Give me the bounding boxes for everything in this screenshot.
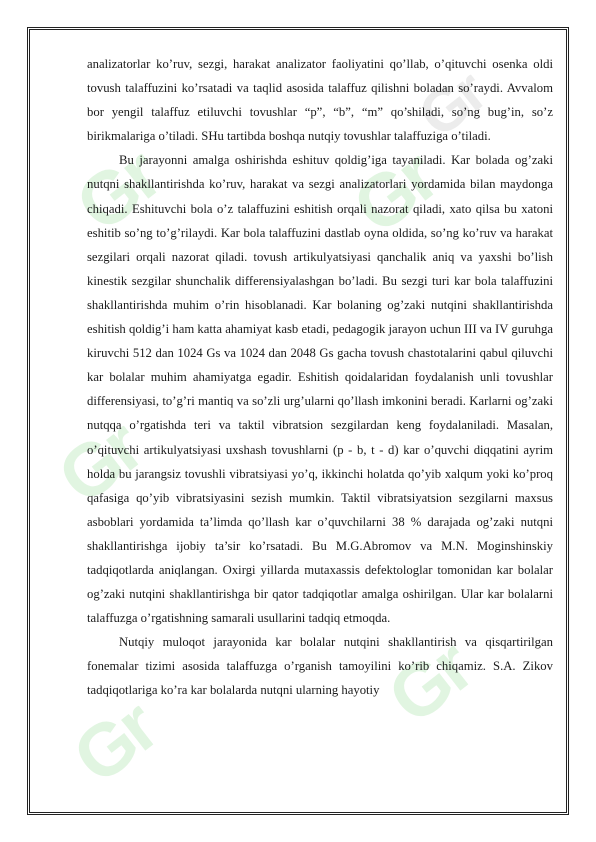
watermark-logo: Gr bbox=[405, 59, 497, 150]
watermark-logo: Gr bbox=[372, 625, 486, 740]
watermark-logo: Gr bbox=[42, 405, 156, 520]
document-body bbox=[87, 52, 553, 703]
paragraph: analizatorlar ko’ruv, sezgi, harakat analizator faoliyatini qo’llab, o’qituvchi osenka oldi tovush talaffuzini ko’rsatadi va taqlid asosida talaffuz qilishni boladan so’raydi. Avvalom bor yengil talaffuz etiluvchi tovushlar “p”, “b”, “m” qo’shiladi, so’ng bug’in, so’z birikmalariga o’tiladi. SHu tartibda boshqa nutqiy tovushlar talaffuziga o’tiladi. bbox=[87, 57, 553, 144]
watermark-logo: Gr bbox=[57, 685, 171, 800]
watermark-logo: Gr bbox=[337, 135, 451, 250]
paragraph: Bu jarayonni amalga oshirishda eshituv qoldig’iga tayaniladi. Kar bolada og’zaki nutqni shakllantirishda ko’ruv, harakat va sezgi analizatorlari yordamida bilan maydonga chiqadi. Eshituvchi bola o’z talaffuzini eshitish orqali nazorat qiladi, xato qilsa bu xatoni eshitib so’ng to’g’rilaydi. Kar bola talaffuzini dastlab oyna oldida, so’ng ko’ruv va harakat sezgilari orqali nazorat qiladi. tovush artikulyatsiyasi qanchalik aniq va yaxshi bo’lish kinestik sezgilar shunchalik differensiyalashgan bo’ladi. Bu sezgi turi kar bola talaffuzini shakllantirishda muhim o’rin hisoblanadi. Kar bolaning og’zaki nutqini shakllantirishda eshitish qoldig’i ham katta ahamiyat kasb etadi, pedagogik jarayon uchun III va IV guruhga kiruvchi 512 dan 1024 Gs va 1024 dan 2048 Gs gacha tovush chastotalarini qabul qiluvchi kar bolalar muhim ahamiyatga egadir. Eshitish qoidalaridan foydalanish unli tovushlar differensiyasi, to’g’ri mantiq va so’zli urg’ularni qo’llash imkonini beradi. Karlarni og’zaki nutqqa o’rgatishda teri va taktil vibratsion sezgilardan keng foydalaniladi. Masalan, o’qituvchi artikulyatsiyasi uxshash tovushlarni (p - b, t - d) kar o’quvchi diqqatini ayrim holda bu jarangsiz tovushli vibratsiyasi yo’q, ikkinchi holatda qo’yib xalqum yoki ko’proq qafasiga qo’yib vibratsiyasini sezish mumkin. Taktil vibratsiyatsion sezgilarni maxsus asboblari yordamida ta’limda qo’llash kar o’quvchilarni 38 % darajada og’zaki nutqni shakllantirishga ijobiy ta’sir ko’rsatadi. Bu M.G.Abromov va M.N. Moginshinskiy tadqiqotlarda aniqlangan. Oxirgi yillarda mutaxassis defektologlar tomonidan kar bolalar og’zaki nutqini shakllantirishga bir qator tadqiqotlar amalga oshirilgan. Ular kar bolalarni talaffuzga o’rgatishning samarali usullarini tadqiq etmoqda. bbox=[87, 153, 553, 626]
paragraph: Nutqiy muloqot jarayonida kar bolalar nutqini shakllantirish va qisqartirilgan fonemalar tizimi asosida talaffuzga o’rganish tamoyilini ko’rib chiqamiz. S.A. Zikov tadqiqotlariga ko’ra kar bolalarda nutqni ularning hayotiy bbox=[87, 635, 553, 698]
watermark-logo: Gr bbox=[60, 133, 174, 248]
